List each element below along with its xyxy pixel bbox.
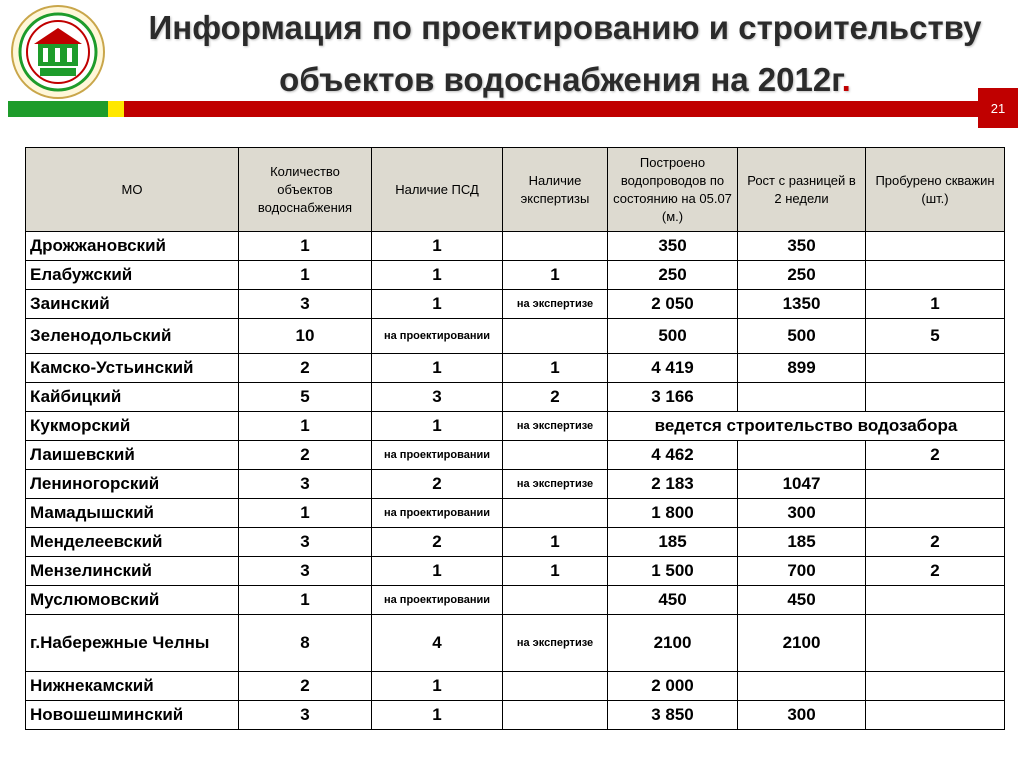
- title-dot: .: [841, 61, 851, 98]
- cell-built: 500: [608, 319, 738, 354]
- cell-expertise: 1: [503, 354, 608, 383]
- table-row: [26, 441, 1005, 470]
- cell-count: 1: [239, 499, 372, 528]
- cell-count: 1: [239, 412, 372, 441]
- cell-count: 8: [239, 615, 372, 672]
- cell-psd: на проектировании: [372, 441, 503, 470]
- cell-count: 1: [239, 261, 372, 290]
- cell-growth: 899: [738, 354, 866, 383]
- cell-built: 450: [608, 586, 738, 615]
- cell-psd: на проектировании: [372, 319, 503, 354]
- cell-expertise: на экспертизе: [503, 290, 608, 319]
- cell-built: 185: [608, 528, 738, 557]
- cell-psd: 2: [372, 528, 503, 557]
- cell-mo: Зеленодольский: [26, 319, 239, 354]
- stripe-yellow: [108, 101, 124, 117]
- cell-expertise: [503, 441, 608, 470]
- cell-wells: 2: [866, 557, 1005, 586]
- header-wells: Пробурено скважин (шт.): [866, 148, 1005, 232]
- cell-mo: г.Набережные Челны: [26, 615, 239, 672]
- cell-mo: Кукморский: [26, 412, 239, 441]
- header-psd: Наличие ПСД: [372, 148, 503, 232]
- cell-mo: Дрожжановский: [26, 232, 239, 261]
- cell-growth: 1350: [738, 290, 866, 319]
- header-mo: МО: [26, 148, 239, 232]
- cell-expertise: на экспертизе: [503, 615, 608, 672]
- header-built: Построено водопроводов по состоянию на 05.07 (м.): [608, 148, 738, 232]
- cell-mo: Камско-Устьинский: [26, 354, 239, 383]
- ministry-logo: [10, 4, 106, 100]
- table-row: [26, 319, 1005, 354]
- cell-expertise: 1: [503, 557, 608, 586]
- cell-wells: 2: [866, 441, 1005, 470]
- cell-built: 350: [608, 232, 738, 261]
- cell-count: 2: [239, 672, 372, 701]
- cell-psd: 1: [372, 412, 503, 441]
- cell-built: 2 183: [608, 470, 738, 499]
- cell-expertise: [503, 319, 608, 354]
- cell-growth: 1047: [738, 470, 866, 499]
- header-growth: Рост с разницей в 2 недели: [738, 148, 866, 232]
- table-row: [26, 383, 1005, 412]
- cell-built: 1 500: [608, 557, 738, 586]
- cell-wells: 5: [866, 319, 1005, 354]
- cell-growth: [738, 441, 866, 470]
- cell-wells: [866, 354, 1005, 383]
- cell-growth: [738, 672, 866, 701]
- cell-wells: [866, 383, 1005, 412]
- table-row: [26, 528, 1005, 557]
- cell-count: 2: [239, 354, 372, 383]
- cell-expertise: [503, 586, 608, 615]
- cell-psd: на проектировании: [372, 499, 503, 528]
- cell-expertise: [503, 232, 608, 261]
- table-row: [26, 672, 1005, 701]
- cell-built: 250: [608, 261, 738, 290]
- table-row: [26, 557, 1005, 586]
- cell-psd: 1: [372, 290, 503, 319]
- cell-growth: 350: [738, 232, 866, 261]
- table-row: [26, 412, 1005, 441]
- cell-count: 3: [239, 528, 372, 557]
- stripe-green: [8, 101, 108, 117]
- cell-psd: 1: [372, 232, 503, 261]
- cell-psd: 1: [372, 701, 503, 730]
- cell-psd: 1: [372, 354, 503, 383]
- table-row: [26, 615, 1005, 672]
- cell-expertise: на экспертизе: [503, 470, 608, 499]
- cell-expertise: [503, 672, 608, 701]
- cell-mo: Лениногорский: [26, 470, 239, 499]
- table-row: [26, 290, 1005, 319]
- cell-built: 4 419: [608, 354, 738, 383]
- cell-count: 3: [239, 290, 372, 319]
- cell-mo: Мензелинский: [26, 557, 239, 586]
- table-row: [26, 701, 1005, 730]
- cell-wells: [866, 261, 1005, 290]
- cell-mo: Нижнекамский: [26, 672, 239, 701]
- cell-psd: 1: [372, 672, 503, 701]
- cell-count: 1: [239, 232, 372, 261]
- table-row: [26, 470, 1005, 499]
- table-row: [26, 232, 1005, 261]
- cell-growth: 185: [738, 528, 866, 557]
- cell-wells: [866, 232, 1005, 261]
- ministry-emblem-icon: [10, 4, 106, 100]
- cell-wells: [866, 701, 1005, 730]
- cell-wells: [866, 586, 1005, 615]
- cell-growth: 250: [738, 261, 866, 290]
- cell-growth: 450: [738, 586, 866, 615]
- cell-built: 3 166: [608, 383, 738, 412]
- cell-mo: Мамадышский: [26, 499, 239, 528]
- cell-growth: 300: [738, 499, 866, 528]
- table-header-row: [26, 148, 1005, 232]
- cell-psd: 1: [372, 261, 503, 290]
- cell-mo: Кайбицкий: [26, 383, 239, 412]
- cell-psd: 2: [372, 470, 503, 499]
- cell-count: 3: [239, 701, 372, 730]
- cell-psd: 4: [372, 615, 503, 672]
- table-row: [26, 499, 1005, 528]
- table-row: [26, 354, 1005, 383]
- cell-expertise: на экспертизе: [503, 412, 608, 441]
- cell-expertise: 1: [503, 528, 608, 557]
- cell-count: 1: [239, 586, 372, 615]
- slide-title: [120, 2, 1010, 106]
- cell-growth: 2100: [738, 615, 866, 672]
- cell-expertise: [503, 499, 608, 528]
- cell-wells: 2: [866, 528, 1005, 557]
- cell-psd: 1: [372, 557, 503, 586]
- table-row: [26, 586, 1005, 615]
- cell-built: 2 000: [608, 672, 738, 701]
- cell-built: 2 050: [608, 290, 738, 319]
- cell-built: 1 800: [608, 499, 738, 528]
- cell-note: ведется строительство водозабора: [608, 412, 1005, 441]
- cell-built: 4 462: [608, 441, 738, 470]
- header-expertise: Наличие экспертизы: [503, 148, 608, 232]
- cell-wells: [866, 499, 1005, 528]
- cell-mo: Новошешминский: [26, 701, 239, 730]
- cell-psd: на проектировании: [372, 586, 503, 615]
- cell-growth: 500: [738, 319, 866, 354]
- cell-wells: 1: [866, 290, 1005, 319]
- cell-count: 3: [239, 470, 372, 499]
- table-row: [26, 261, 1005, 290]
- cell-expertise: 1: [503, 261, 608, 290]
- cell-mo: Лаишевский: [26, 441, 239, 470]
- cell-growth: 700: [738, 557, 866, 586]
- cell-wells: [866, 615, 1005, 672]
- cell-mo: Менделеевский: [26, 528, 239, 557]
- cell-built: 2100: [608, 615, 738, 672]
- cell-wells: [866, 470, 1005, 499]
- cell-wells: [866, 672, 1005, 701]
- cell-mo: Муслюмовский: [26, 586, 239, 615]
- cell-count: 3: [239, 557, 372, 586]
- cell-expertise: [503, 701, 608, 730]
- cell-count: 2: [239, 441, 372, 470]
- cell-psd: 3: [372, 383, 503, 412]
- cell-mo: Заинский: [26, 290, 239, 319]
- cell-growth: [738, 383, 866, 412]
- cell-built: 3 850: [608, 701, 738, 730]
- cell-count: 10: [239, 319, 372, 354]
- cell-expertise: 2: [503, 383, 608, 412]
- slide-title-text: Информация по проектированию и строительству объектов водоснабжения на 2012г: [148, 9, 982, 98]
- cell-growth: 300: [738, 701, 866, 730]
- cell-mo: Елабужский: [26, 261, 239, 290]
- cell-count: 5: [239, 383, 372, 412]
- water-supply-table: [25, 147, 1005, 730]
- stripe-red: [124, 101, 978, 117]
- page-number: 21: [978, 88, 1018, 128]
- header-count: Количество объектов водоснабжения: [239, 148, 372, 232]
